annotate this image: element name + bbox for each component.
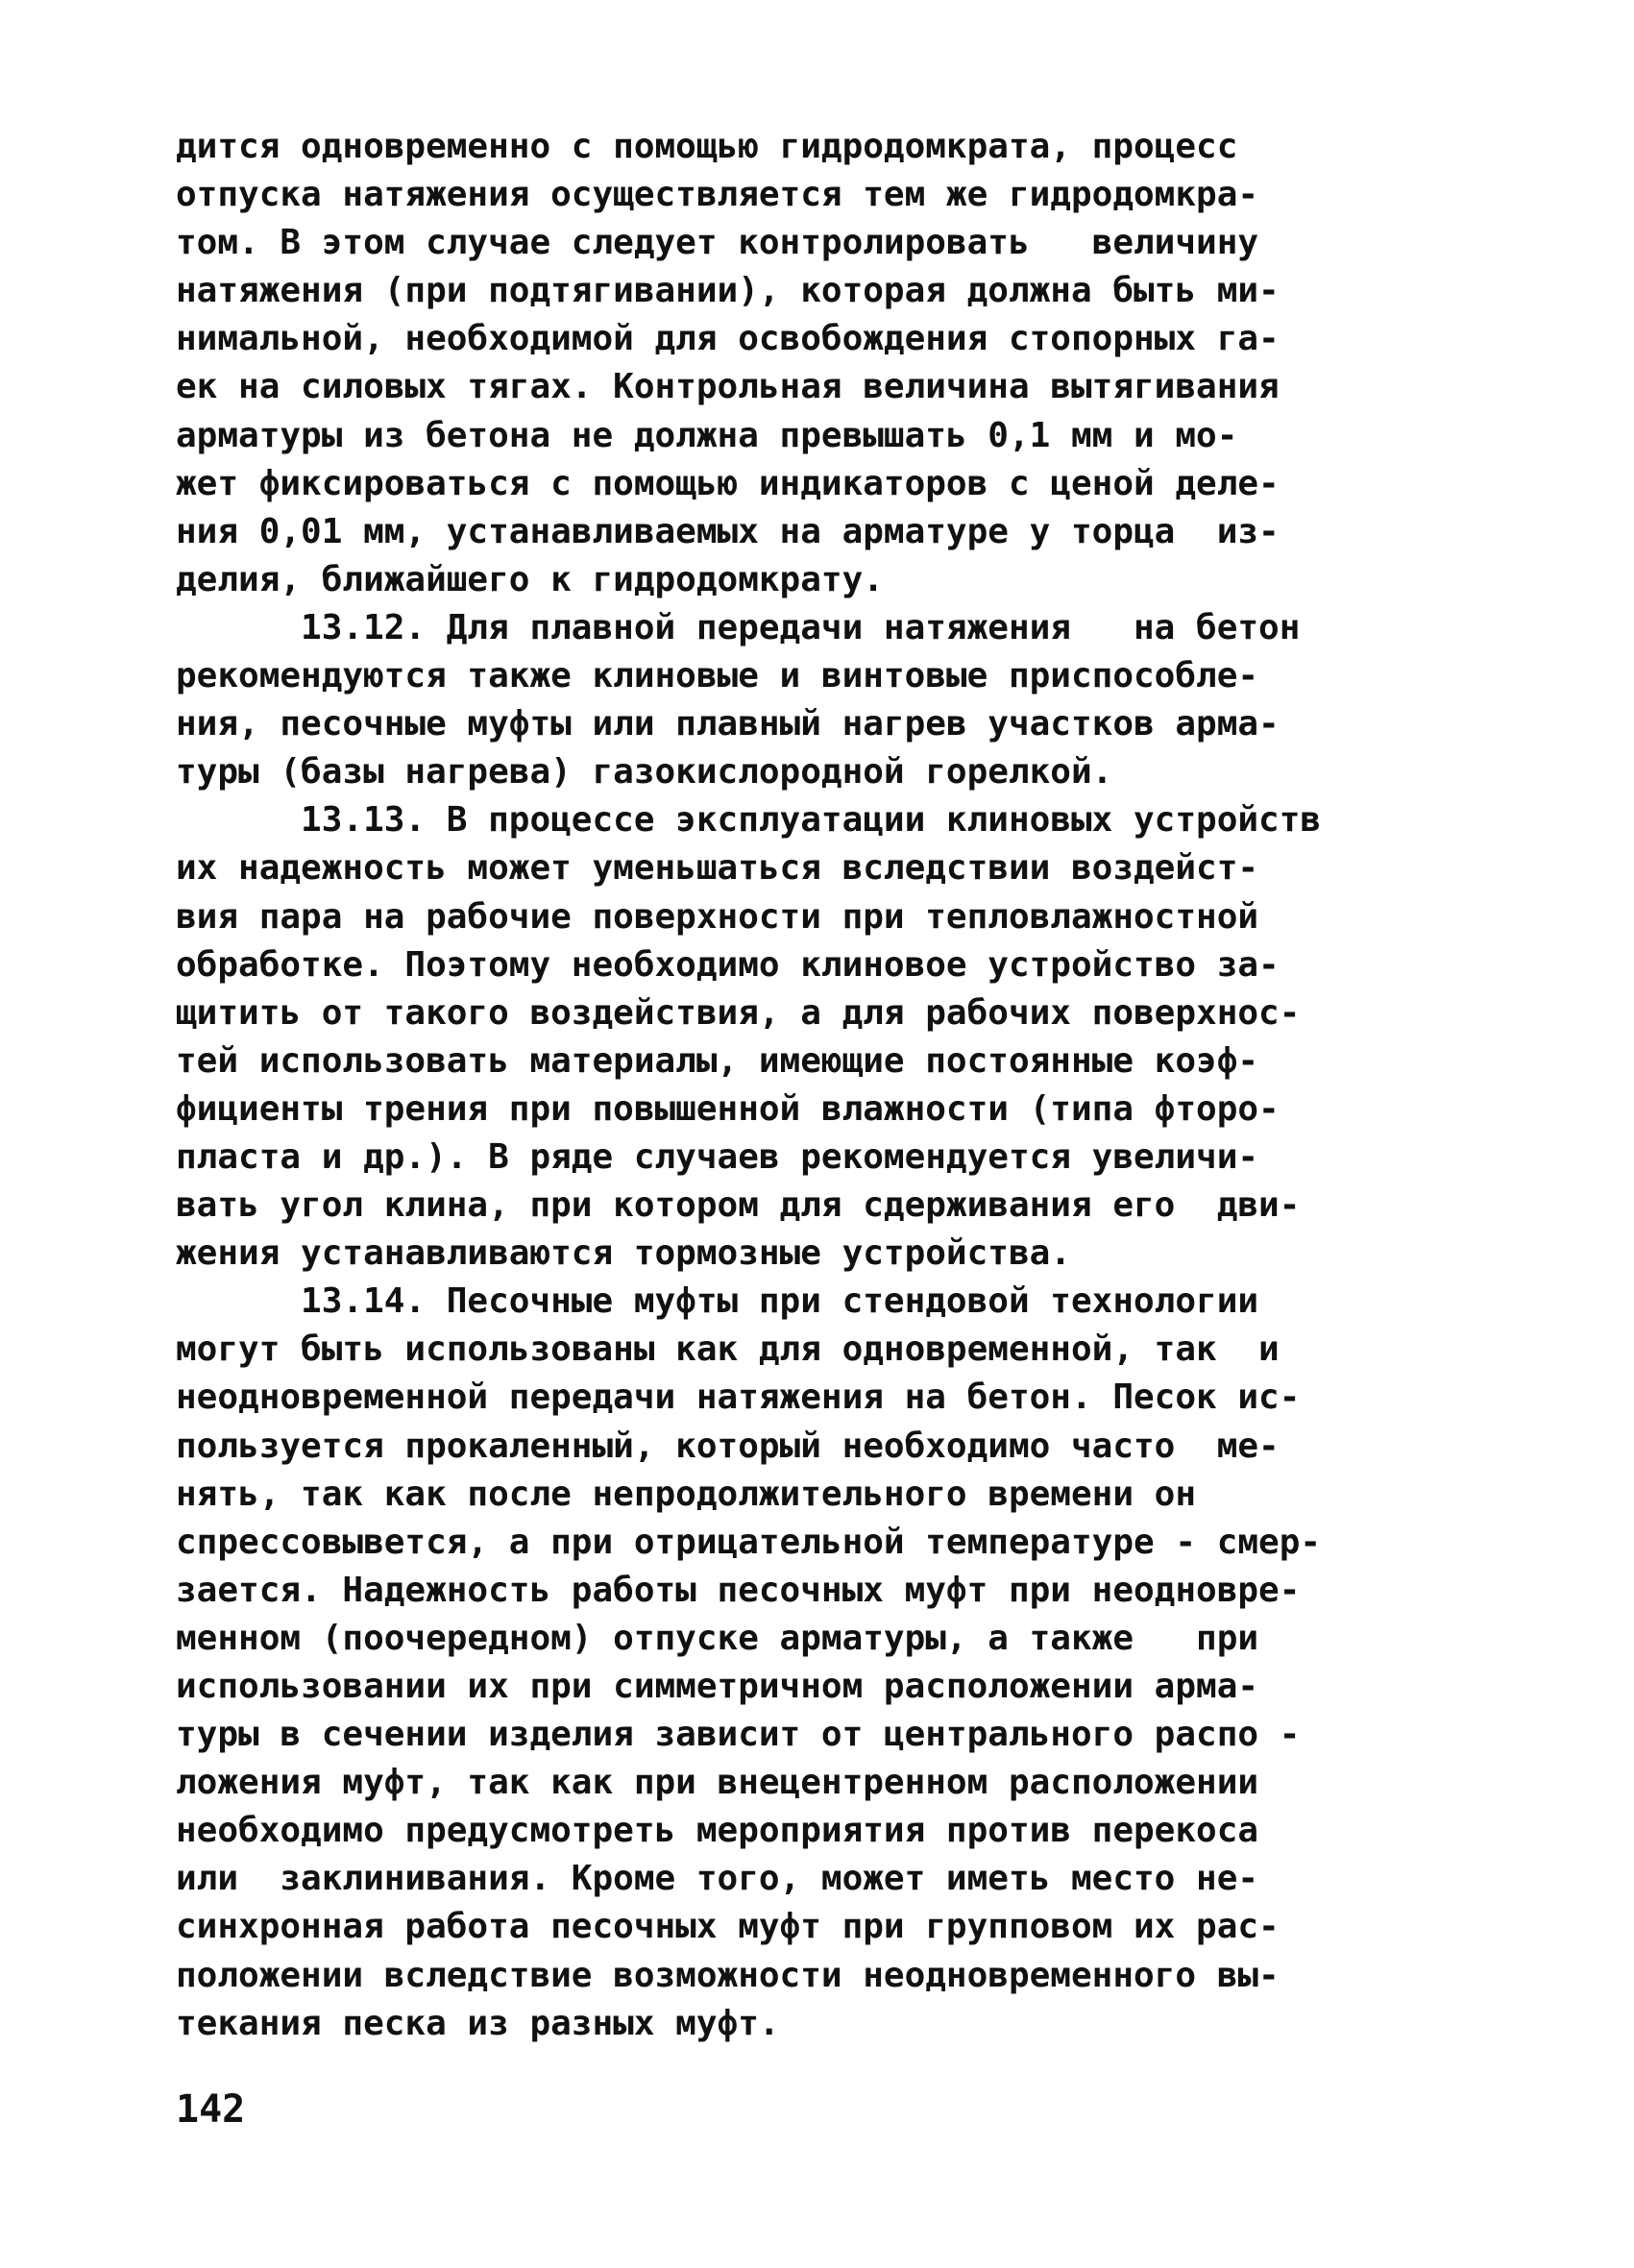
text-line: ния, песочные муфты или плавный нагрев участков арма- [176, 704, 1280, 744]
paragraph-13-13-start: 13.13. В процессе эксплуатации клиновых устройств [176, 800, 1322, 841]
text-line: жения устанавливаются тормозные устройства. [176, 1233, 1071, 1274]
text-line: положении вследствие возможности неодновременного вы- [176, 1955, 1280, 1995]
text-line: зается. Надежность работы песочных муфт при неодновре- [176, 1570, 1301, 1610]
text-line: могут быть использованы как для одновременной, так и [176, 1329, 1280, 1370]
text-line: рекомендуются также клиновые и винтовые приспособле- [176, 656, 1259, 696]
text-line: неодновременной передачи натяжения на бетон. Песок ис- [176, 1378, 1301, 1418]
text-line: обработке. Поэтому необходимо клиновое устройство за- [176, 944, 1280, 985]
text-line: или заклинивания. Кроме того, может иметь место не- [176, 1859, 1259, 1899]
text-line: туры в сечении изделия зависит от центрального распо - [176, 1715, 1301, 1755]
text-line: нимальной, необходимой для освобождения стопорных га- [176, 319, 1280, 359]
page-number: 142 [176, 2087, 246, 2132]
text-line: необходимо предусмотреть мероприятия против перекоса [176, 1811, 1259, 1851]
text-line: их надежность может уменьшаться вследствии воздейст- [176, 848, 1259, 889]
body-text [176, 123, 1463, 2048]
text-line: туры (базы нагрева) газокислородной горелкой. [176, 752, 1113, 793]
text-line: щитить от такого воздействия, а для рабочих поверхнос- [176, 992, 1301, 1033]
text-line: том. В этом случае следует контролировать величину [176, 223, 1259, 263]
text-line: ния 0,01 мм, устанавливаемых на арматуре у торца из- [176, 511, 1280, 551]
text-line: тей использовать материалы, имеющие постоянные коэф- [176, 1040, 1259, 1081]
text-line: фициенты трения при повышенной влажности (типа фторо- [176, 1088, 1280, 1129]
text-line: текания песка из разных муфт. [176, 2003, 780, 2043]
text-line: ек на силовых тягах. Контрольная величина вытягивания [176, 367, 1280, 407]
text-line: использовании их при симметричном расположении арма- [176, 1667, 1259, 1706]
text-line: натяжения (при подтягивании), которая должна быть ми- [176, 271, 1280, 311]
text-line: пользуется прокаленный, который необходимо часто ме- [176, 1426, 1280, 1466]
text-line: синхронная работа песочных муфт при групповом их рас- [176, 1907, 1280, 1947]
paragraph-13-14-start: 13.14. Песочные муфты при стендовой технологии [176, 1281, 1259, 1322]
paragraph-13-12-start: 13.12. Для плавной передачи натяжения на бетон [176, 607, 1301, 647]
text-line: пласта и др.). В ряде случаев рекомендуется увеличи- [176, 1136, 1259, 1177]
text-line: арматуры из бетона не должна превышать 0,1 мм и мо- [176, 415, 1238, 455]
text-line: нять, так как после непродолжительного времени он [176, 1474, 1197, 1514]
text-line: спрессовывется, а при отрицательной температуре - смер- [176, 1522, 1322, 1562]
text-line: делия, ближайшего к гидродомкрату. [176, 559, 884, 599]
text-line: вия пара на рабочие поверхности при тепловлажностной [176, 896, 1259, 937]
text-line: ложения муфт, так как при внецентренном расположении [176, 1763, 1259, 1803]
text-line: вать угол клина, при котором для сдерживания его дви- [176, 1185, 1301, 1226]
text-line: жет фиксироваться с помощью индикаторов с ценой деле- [176, 463, 1280, 503]
text-line: менном (поочередном) отпуске арматуры, а также при [176, 1618, 1259, 1658]
text-line: отпуска натяжения осуществляется тем же гидродомкра- [176, 175, 1259, 215]
text-line: дится одновременно с помощью гидродомкрата, процесс [176, 127, 1238, 166]
